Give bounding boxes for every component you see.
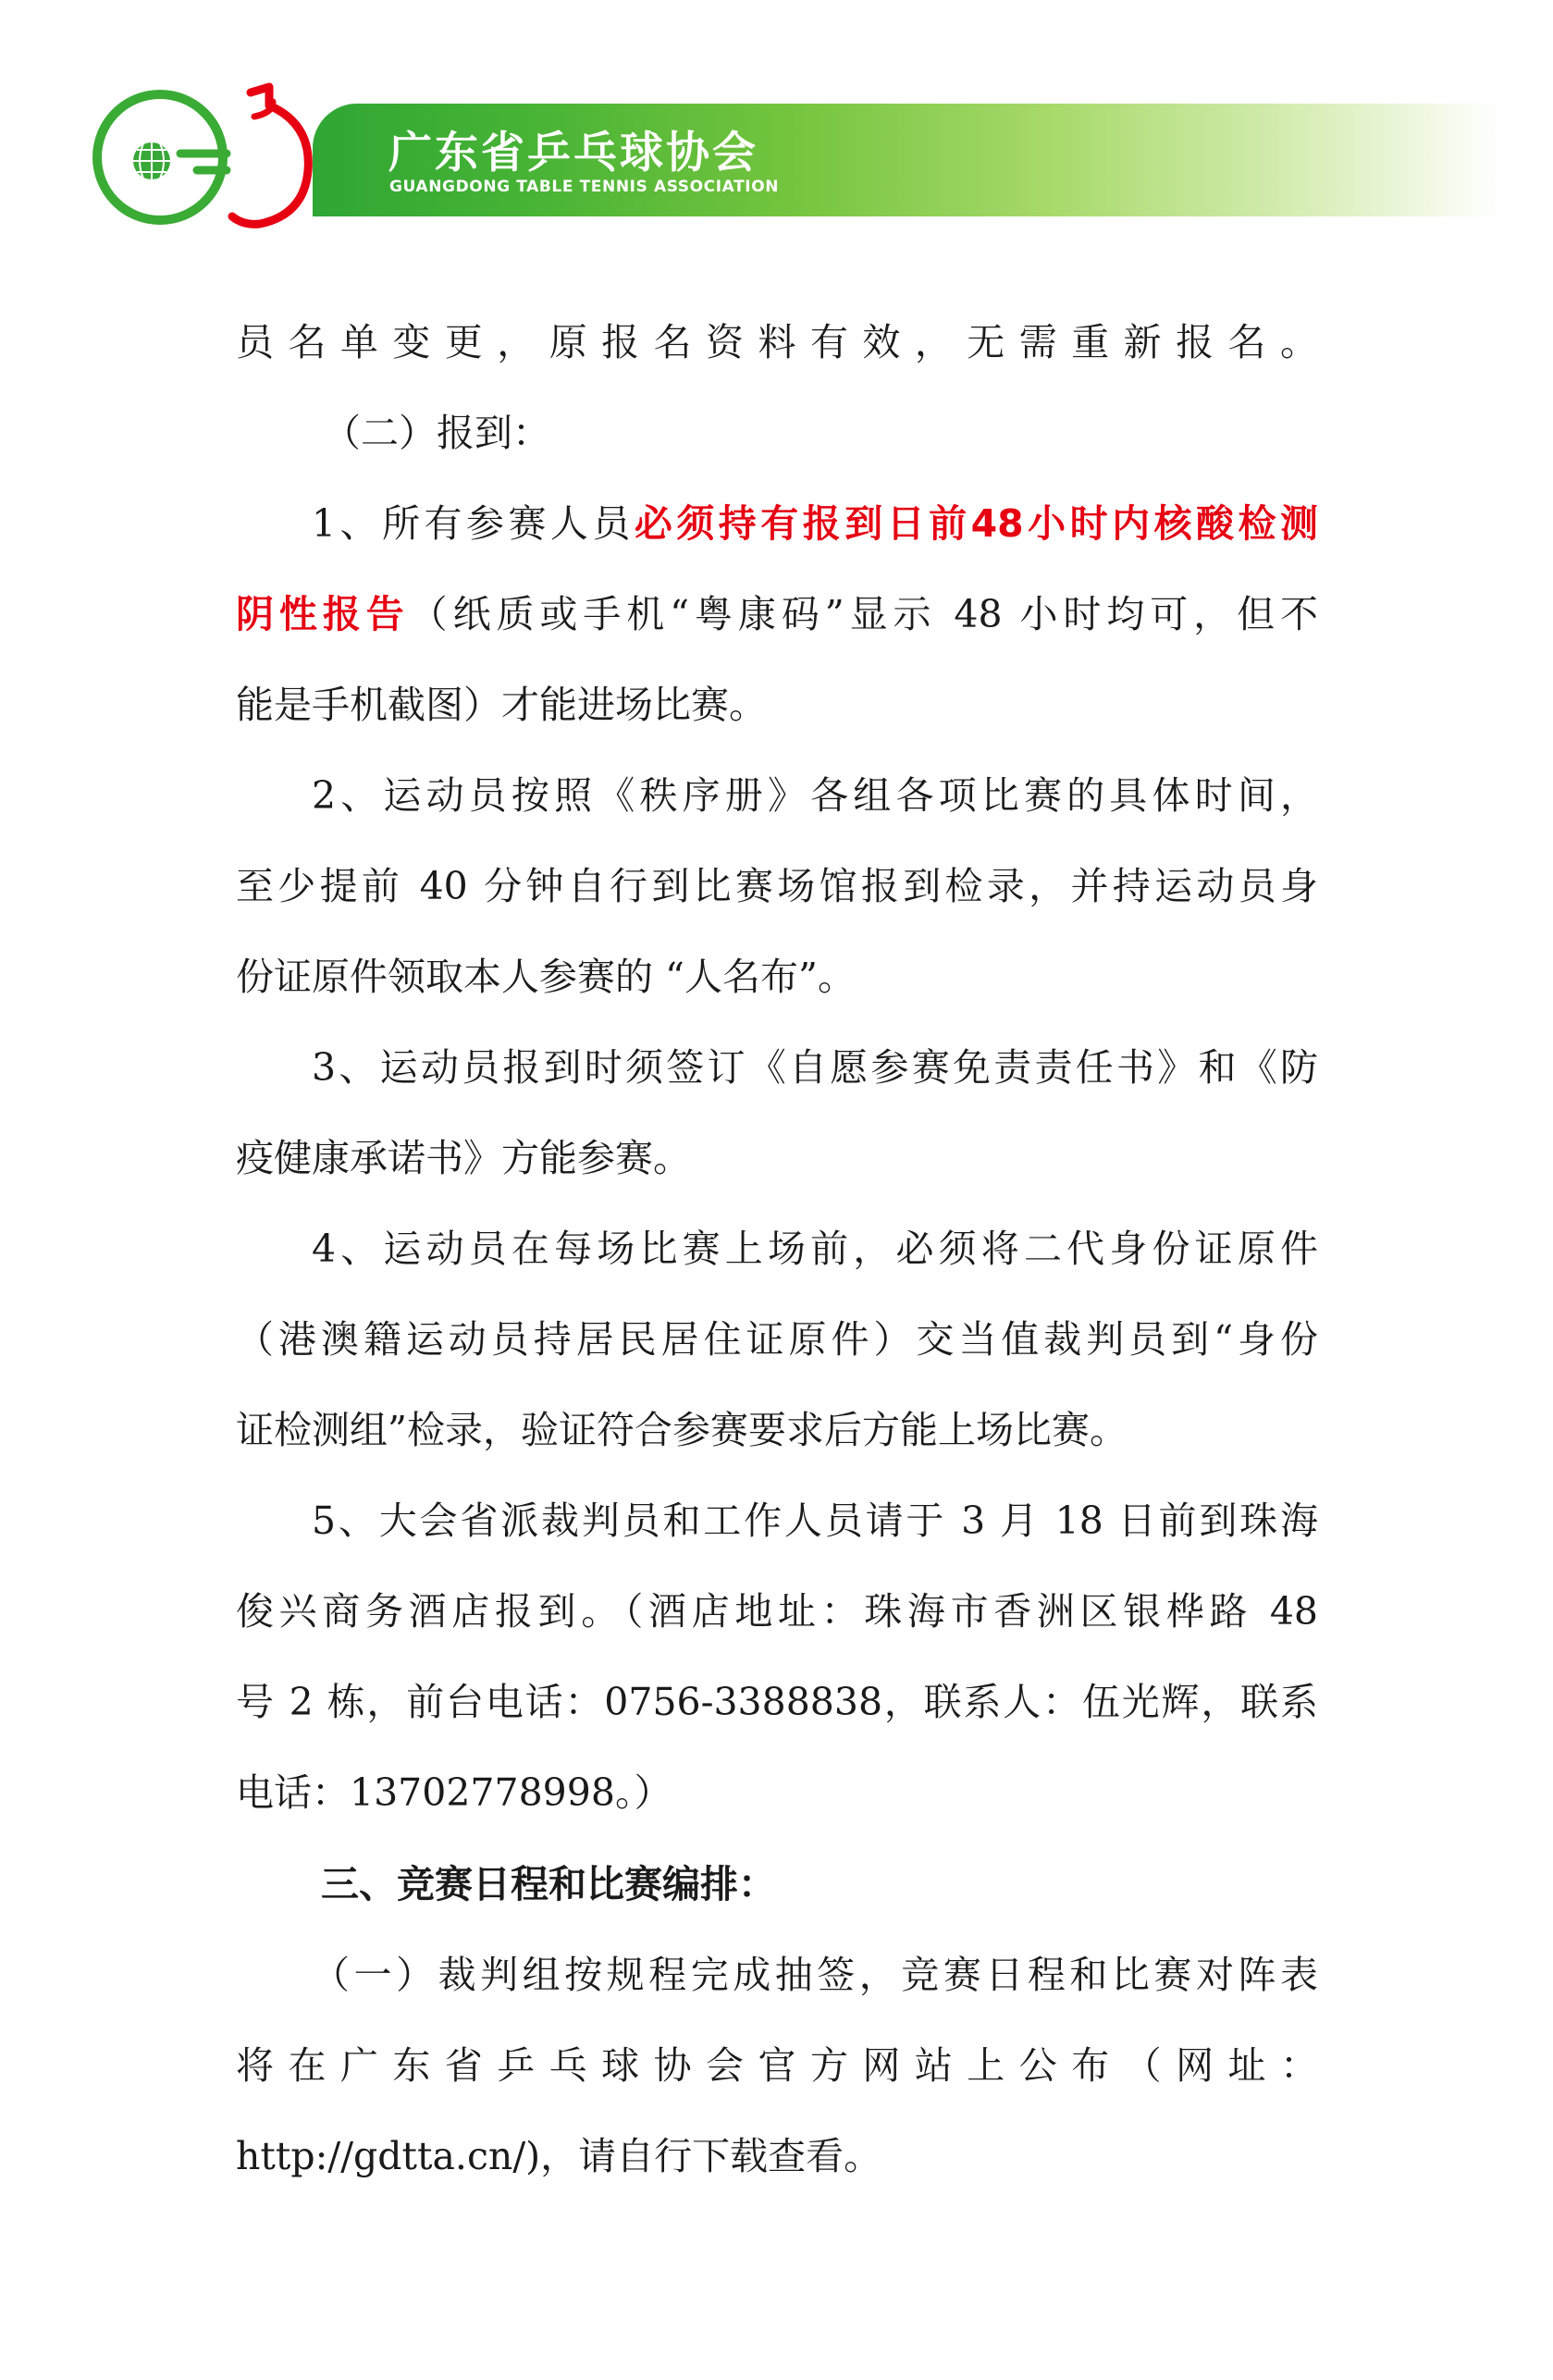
association-name-english: GUANGDONG TABLE TENNIS ASSOCIATION [389,178,780,196]
paragraph-line: 份证原件领取本人参赛的 “人名布”。 [236,955,856,999]
paragraph-line: 电话：13702778998。） [236,1770,672,1815]
highlight-text: 阴性报告 [236,592,410,636]
paragraph-line: 4、运动员在每场比赛上场前，必须将二代身份证原件 [312,1227,1318,1271]
section-heading-schedule: 三、竞赛日程和比赛编排： [321,1862,776,1906]
paragraph-line: （一）裁判组按规程完成抽签，竞赛日程和比赛对阵表 [312,1953,1318,1997]
paragraph-line: 2、运动员按照《秩序册》各组各项比赛的具体时间， [312,773,1318,818]
paragraph-line: （港澳籍运动员持居民居住证原件）交当值裁判员到“身份 [236,1317,1318,1362]
paragraph-line: 将在广东省乒乓球协会官方网站上公布（网址： [236,2043,1318,2088]
paragraph-line: 俊兴商务酒店报到。（酒店地址：珠海市香洲区银桦路 48 [236,1589,1318,1634]
paragraph-line: 疫健康承诺书》方能参赛。 [236,1136,691,1180]
association-name: 广东省乒乓球协会 [388,128,758,179]
paragraph-line: 3、运动员报到时须签订《自愿参赛免责责任书》和《防 [312,1045,1318,1090]
paragraph-line: 至少提前 40 分钟自行到比赛场馆报到检录，并持运动员身 [236,864,1318,908]
paragraph-line: 5、大会省派裁判员和工作人员请于 3 月 18 日前到珠海 [312,1498,1318,1543]
paragraph-line: 号 2 栋，前台电话：0756-3388838，联系人：伍光辉，联系 [236,1680,1318,1724]
paragraph-line: 员名单变更，原报名资料有效，无需重新报名。 [236,320,1318,364]
text-span: 1、所有参赛人员 [312,501,635,546]
highlight-text: 必须持有报到日前48小时内核酸检测 [634,501,1318,546]
paragraph-line: 证检测组”检录，验证符合参赛要求后方能上场比赛。 [236,1408,1128,1452]
page-header [0,0,1553,240]
paragraph-line: 能是手机截图）才能进场比赛。 [236,683,767,727]
paragraph-line: http://gdtta.cn/)，请自行下载查看。 [236,2134,882,2178]
paragraph-line [236,586,1318,642]
paragraph-line [236,496,1318,551]
association-logo-icon [88,76,338,238]
text-span: （纸质或手机“粤康码”显示 48 小时均可，但不 [409,592,1319,636]
section-heading-report: （二）报到： [323,411,550,455]
